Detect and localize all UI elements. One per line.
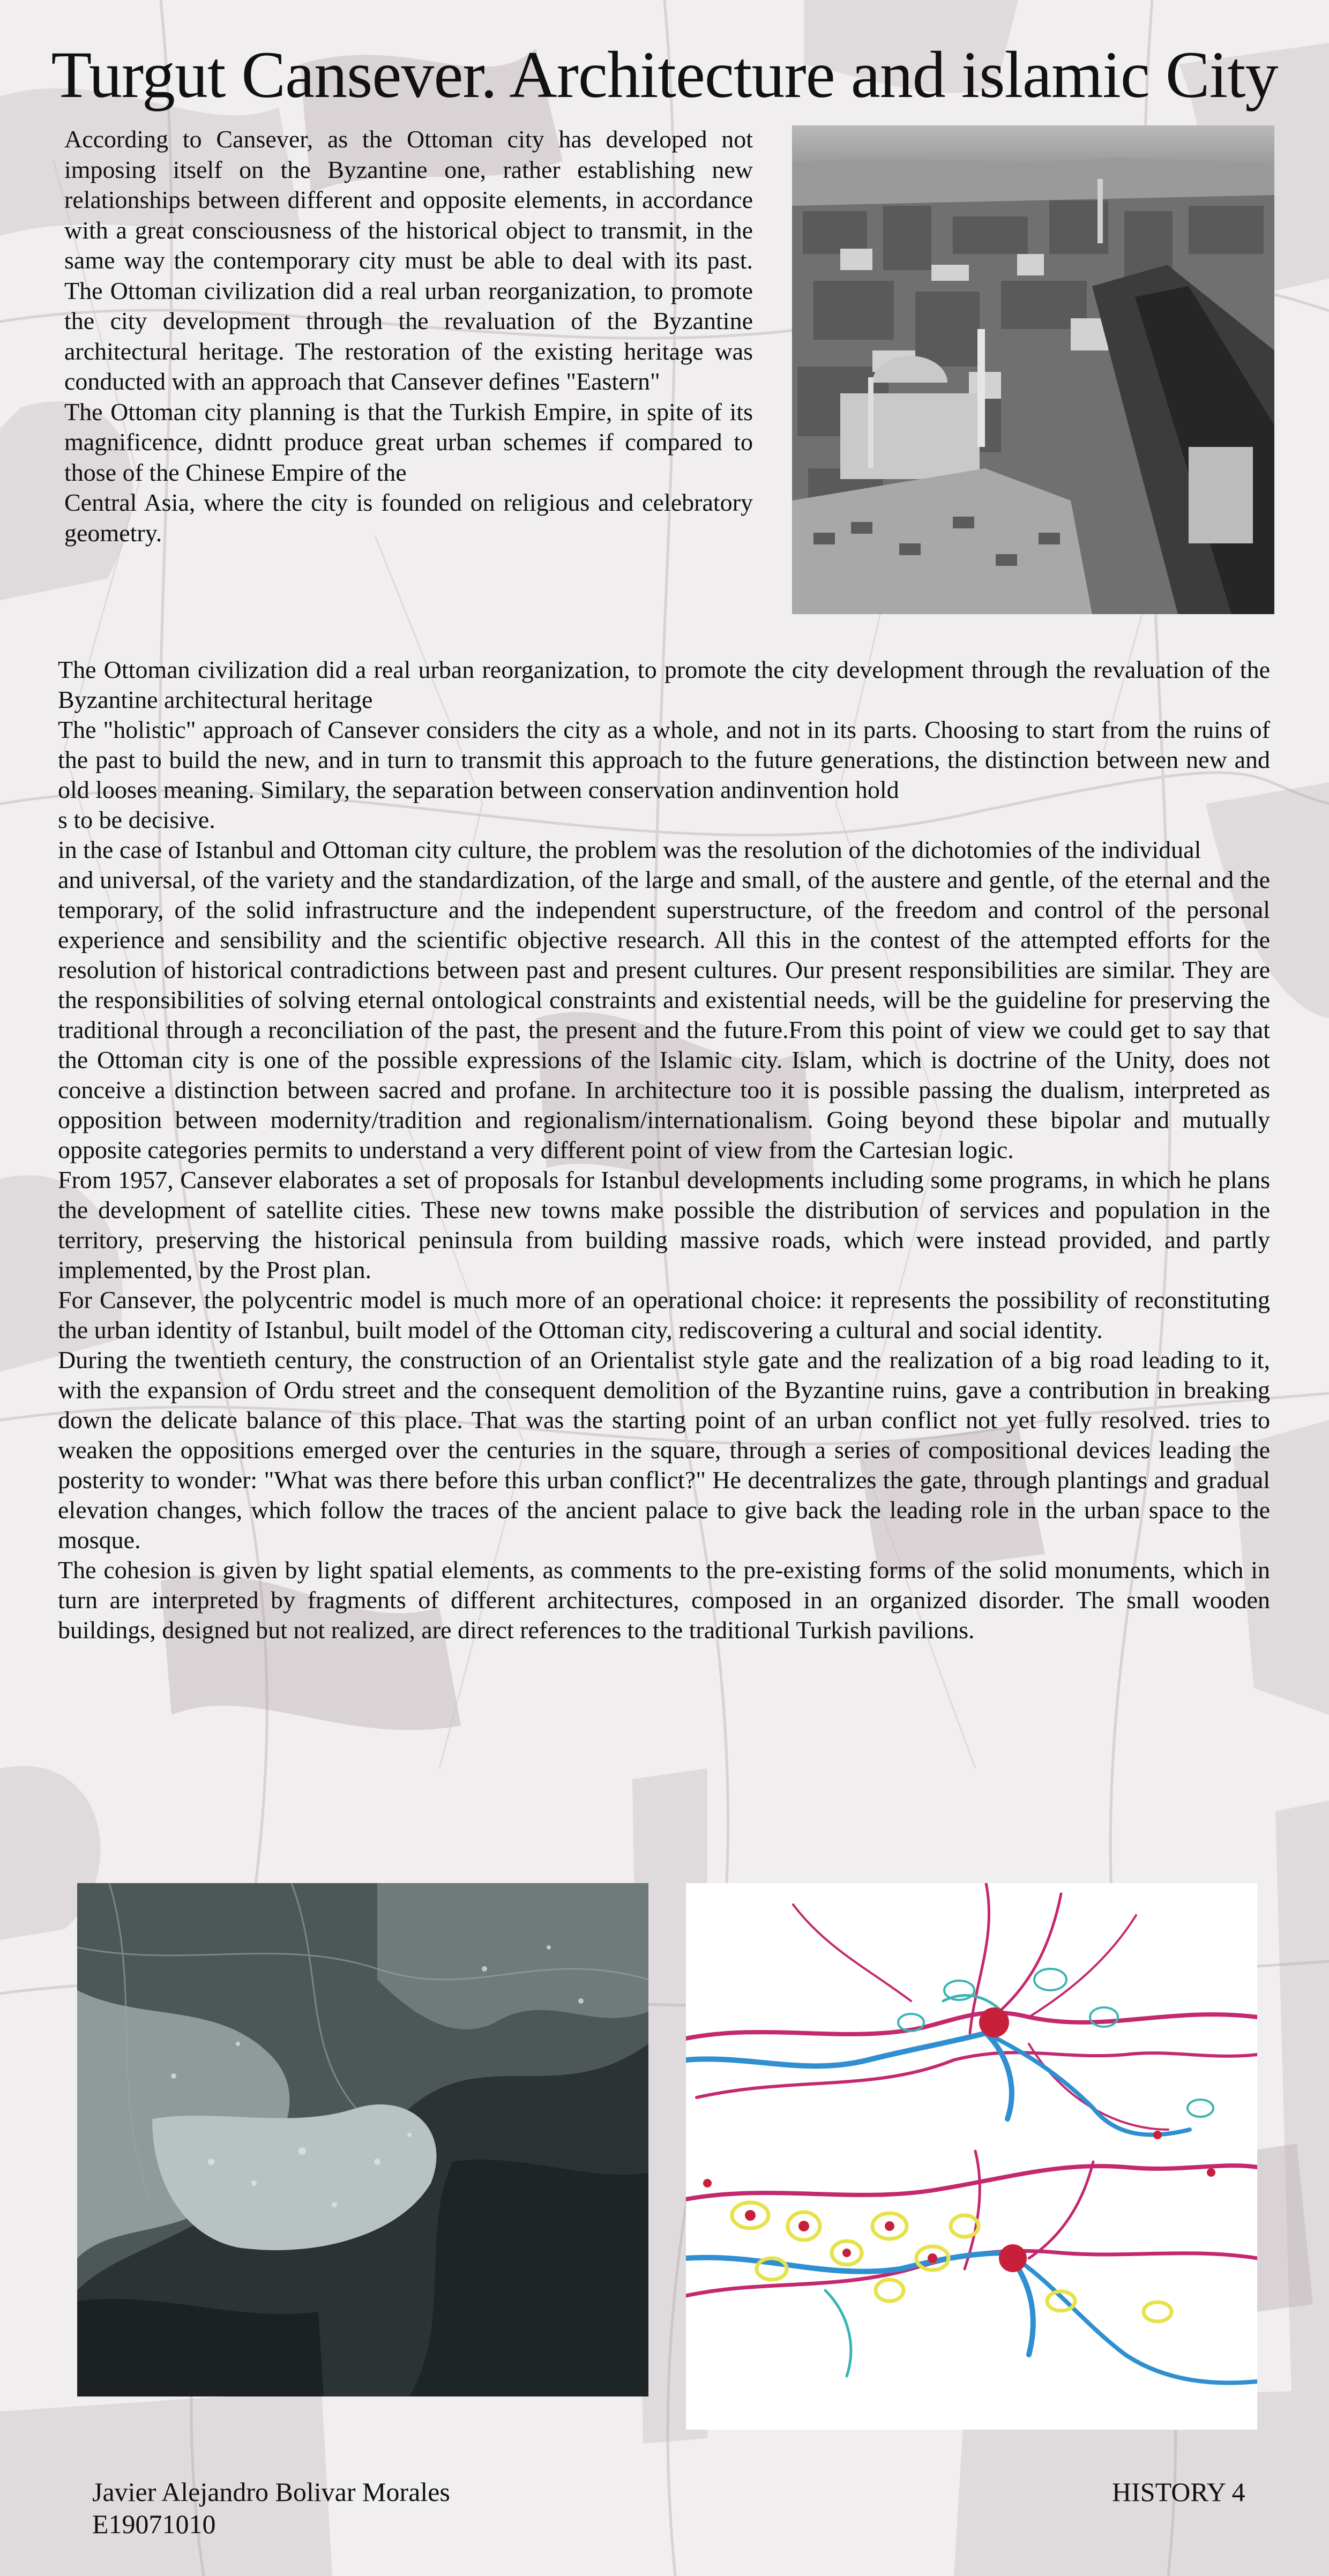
polycentric-diagrams [686,1883,1257,2430]
body-paragraph: in the case of Istanbul and Ottoman city culture, the problem was the resolution of the dichotomies of the individual [58,836,1201,863]
body-paragraph: The "holistic" approach of Cansever considers the city as a whole, and not in its parts. Choosing to start from the ruins of the past to build the new, and in turn to transmit this approach to the future generations, the distinction between new and old looses meaning. Similary, the separation between conservation andinvention hold [58,716,1270,803]
aerial-photo-istanbul [792,125,1274,614]
student-id: E19071010 [92,2509,216,2539]
intro-text-block [64,124,753,548]
main-text-block [58,655,1270,1645]
author-info [92,2476,450,2540]
author-name: Javier Alejandro Bolivar Morales [92,2477,450,2507]
intro-paragraph: Central Asia, where the city is founded on religious and celebratory geometry. [64,489,753,547]
body-paragraph: During the twentieth century, the construction of an Orientalist style gate and the realization of a big road leading to it, with the expansion of Ordu street and the consequent demolition of the Byzantine ruins, gave a contribution in breaking down the delicate balance of this place. That was the starting point of an urban conflict not yet fully resolved. tries to weaken the oppositions emerged over the centuries in the square, through a series of compositional devices leading the posterity to wonder: "What was there before this urban conflict?" He decentralizes the gate, through plantings and gradual elevation changes, which follow the traces of the ancient palace to give back the leading role in the urban space to the mosque. [58,1346,1270,1554]
body-paragraph: s to be decisive. [58,806,215,833]
body-paragraph: For Cansever, the polycentric model is much more of an operational choice: it represents the possibility of reconstituting the urban identity of Istanbul, built model of the Ottoman city, rediscovering a cultural and social identity. [58,1286,1270,1343]
intro-paragraph: The Ottoman city planning is that the Turkish Empire, in spite of its magnificence, didntt produce great urban schemes if compared to those of the Chinese Empire of the [64,398,753,486]
body-paragraph: The cohesion is given by light spatial elements, as comments to the pre-existing forms of the solid monuments, which in turn are interpreted by fragments of different architectures, composed in an organized disorder. The small wooden buildings, designed but not realized, are direct references to the traditional Turkish pavilions. [58,1556,1270,1644]
page-title: Turgut Cansever. Architecture and islamic City [51,38,1278,111]
satellite-image-istanbul [77,1883,648,2396]
body-paragraph: The Ottoman civilization did a real urban reorganization, to promote the city development through the revaluation of the Byzantine architectural heritage [58,656,1270,713]
course-label: HISTORY 4 [1112,2477,1245,2507]
body-paragraph: From 1957, Cansever elaborates a set of proposals for Istanbul developments including some programs, in which he plans the development of satellite cities. These new towns make possible the distribution of services and population in the territory, preserving the historical peninsula from building massive roads, which were instead provided, and partly implemented, by the Prost plan. [58,1166,1270,1283]
intro-paragraph: According to Cansever, as the Ottoman city has developed not imposing itself on the Byzantine one, rather establishing new relationships between different and opposite elements, in accordance with a great consciousness of the historical object to transmit, in the same way the contemporary city must be able to deal with its past. The Ottoman civilization did a real urban reorganization, to promote the city development through the revaluation of the Byzantine architectural heritage. The restoration of the existing heritage was conducted with an approach that Cansever defines "Eastern" [64,125,753,395]
body-paragraph: and universal, of the variety and the standardization, of the large and small, of the austere and gentle, of the eternal and the temporary, of the solid infrastructure and the independent superstructure, of the freedom and control of the personal experience and sensibility and the scientific objective research. All this in the contest of the attempted efforts for the resolution of historical contradictions between past and present cultures. Our present responsibilities are similar. They are the responsibilities of solving eternal ontological constraints and existential needs, will be the guideline for preserving the traditional through a reconciliation of the past, the present and the future.From this point of view we could get to say that the Ottoman city is one of the possible expressions of the Islamic city. Islam, which is doctrine of the Unity, does not conceive a distinction between sacred and profane. In architecture too it is possible passing the dualism, interpreted as opposition between modernity/tradition and regionalism/internationalism. Going beyond these bipolar and mutually opposite categories permits to understand a very different point of view from the Cartesian logic. [58,866,1270,1163]
